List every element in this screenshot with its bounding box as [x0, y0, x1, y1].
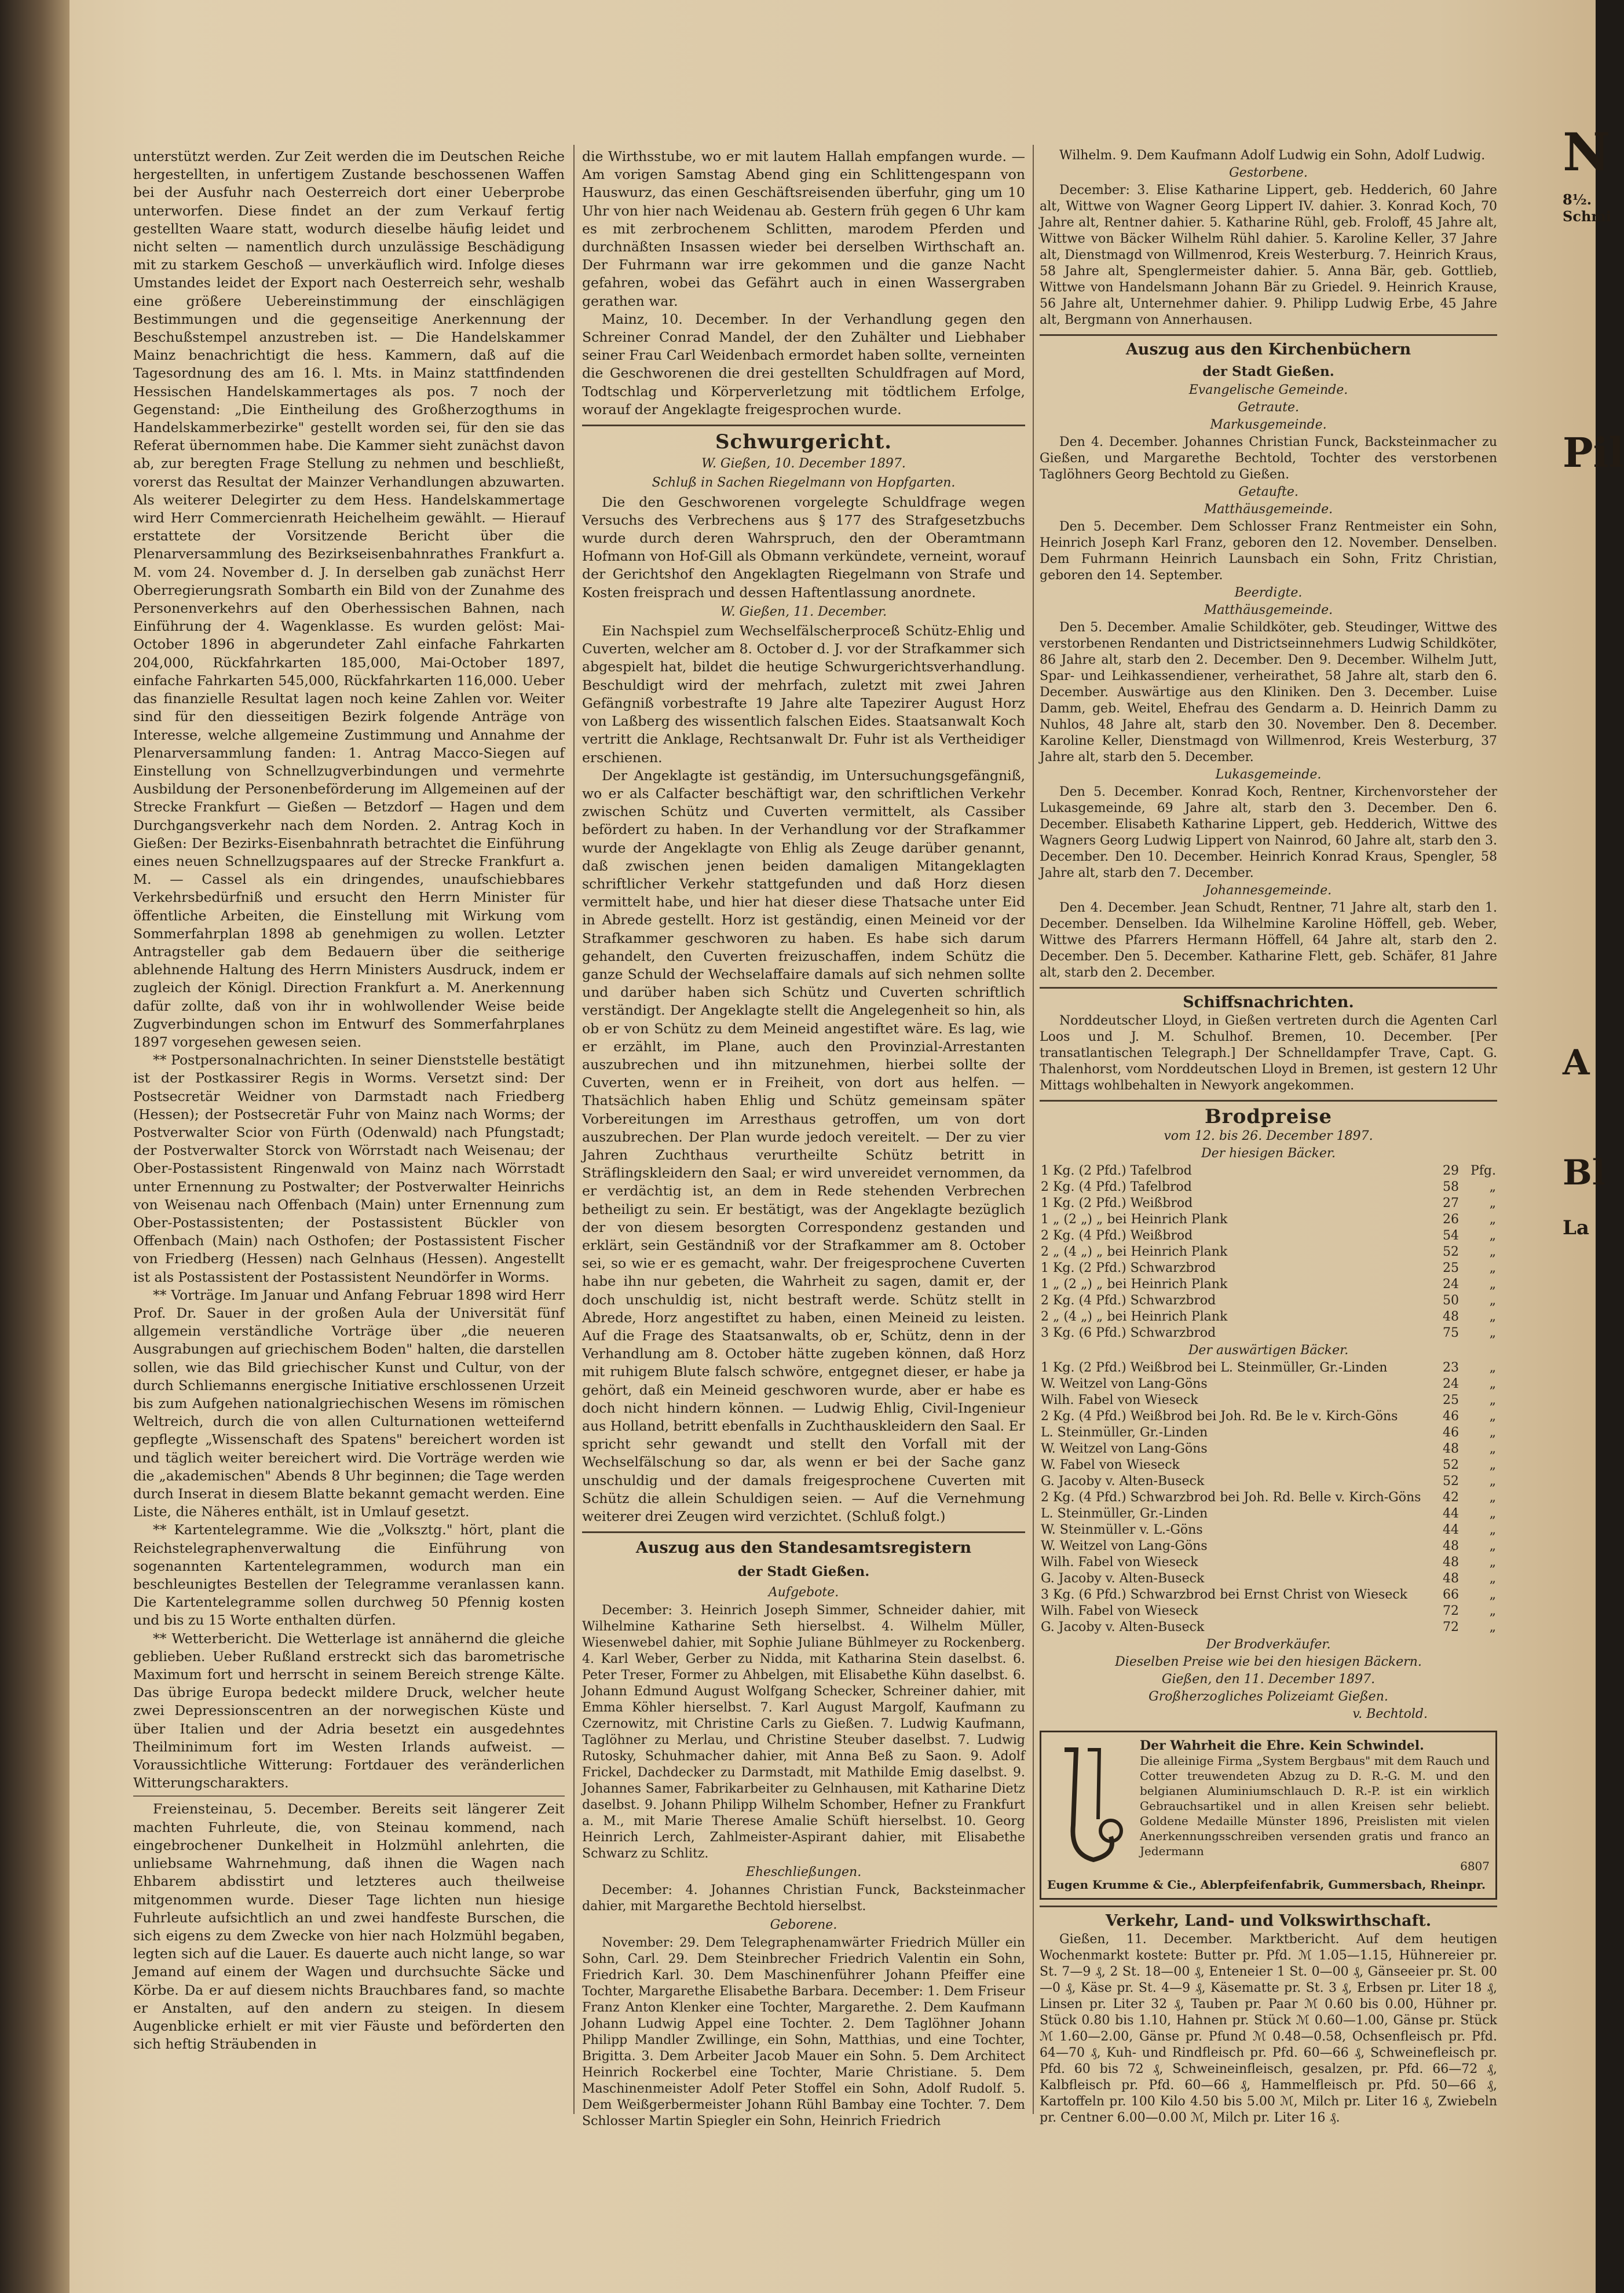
- price-item: 1 Kg. (2 Pfd.) Weißbrod: [1041, 1196, 1193, 1211]
- edge-fragment: La: [1563, 1216, 1589, 1239]
- price-value: 25: [1443, 1261, 1459, 1275]
- article-paragraph: ** Wetterbericht. Die Wetterlage ist annähernd die gleiche geblieben. Ueber Rußland erstreckt sich das barometrische Maximum fort und herrscht in seinem Bereich strenge Kälte. Das übrige Europa bedeckt mildere Druck, welcher heute zwei Depressionscentren an der norwegischen Küste und über Italien und der Adria besetzt ein ausgedehntes Theilminimum fort im Westen Irlands aufweist. — Voraussichtliche Witterung: Fortdauer des veränderlichen Witterungscharakters.: [133, 1630, 565, 1791]
- advertisement: [1040, 1731, 1497, 1900]
- subtitle: Schluß in Sachen Riegelmann von Hopfgarten.: [652, 476, 956, 491]
- article-paragraph: Den 5. December. Konrad Koch, Rentner, Kirchenvorsteher der Lukasgemeinde, 69 Jahre alt, starb den 3. December. Den 6. December. Elisabeth Katharine Lippert, geb. Hedderich, Wittwe des Wagners Georg Ludwig Lippert von Nainrod, 60 Jahre alt, starb den 3. December. Den 10. December. Heinrich Konrad Kraus, Spengler, 58 Jahre alt, starb den 7. December.: [1040, 785, 1497, 880]
- price-value: 48: [1443, 1555, 1459, 1570]
- price-item: 3 Kg. (6 Pfd.) Schwarzbrod bei Ernst Christ von Wieseck: [1041, 1588, 1407, 1602]
- article-paragraph: ** Postpersonalnachrichten. In seiner Dienststelle bestätigt ist der Postkassirer Regis in Worms. Versetzt sind: Der Postsecretär Weidner von Darmstadt nach Friedberg (Hessen); der Postsecretär Fuhr von Mainz nach Worms; der Postverwalter Scior von Fürth (Odenwald) nach Pfungstadt; der Postverwalter Storck von Wörrstadt nach Weisenau; der Ober-Postassistent Ringenwald von Mainz nach Wörrstadt unter Ernennung zu Postwalter; der Postverwalter Heinrichs von Weisenau nach Offenbach (Main) unter Ernennung zum Ober-Postassistenten; der Postassistent Bückler von Offenbach (Main) nach Osthofen; der Postassistent Fischer von Friedberg (Hessen) nach Gelnhaus (Hessen). Angestellt ist als Postassistent der Postassistent Neundörfer in Worms.: [133, 1052, 565, 1285]
- price-unit: „: [1489, 1196, 1496, 1211]
- section-title: Auszug aus den Kirchenbüchern: [1125, 341, 1411, 359]
- ad-headline: Der Wahrheit die Ehre. Kein Schwindel.: [1140, 1738, 1424, 1753]
- price-item: W. Fabel von Wieseck: [1041, 1458, 1180, 1472]
- price-value: 24: [1443, 1377, 1459, 1391]
- price-row: [1040, 1244, 1497, 1260]
- price-item: 2 Kg. (4 Pfd.) Weißbrod: [1041, 1228, 1193, 1243]
- article-paragraph: Die den Geschworenen vorgelegte Schuldfrage wegen Versuchs des Verbrechens aus § 177 des Strafgesetzbuchs wurde durch deren Wahrspruch, den der Oberamtmann Hofmann von Hof-Gill als Obmann verkündete, verneint, worauf der Gerichtshof den Angeklagten Riegelmann von Strafe und Kosten freisprach und dessen Haftentlassung anordnete.: [582, 493, 1025, 601]
- price-unit: „: [1489, 1326, 1496, 1340]
- price-value: 52: [1443, 1458, 1459, 1472]
- article-paragraph: ** Kartentelegramme. Wie die „Volksztg." hört, plant die Reichstelegraphenverwaltung die Einführung von sogenannten Kartentelegrammen, wodurch man ein beschleunigtes Bestellen der Telegramme veranlassen kann. Die Kartentelegramme sollen durchweg 50 Pfennig kosten und bis zu 15 Worte enthalten dürfen.: [133, 1522, 565, 1629]
- price-item: 2 Kg. (4 Pfd.) Schwarzbrod bei Joh. Rd. Belle v. Kirch-Göns: [1041, 1490, 1421, 1505]
- price-value: 66: [1443, 1588, 1459, 1602]
- subheading: Matthäusgemeinde.: [1204, 502, 1333, 517]
- price-row: [1040, 1293, 1497, 1309]
- divider: [1040, 1100, 1497, 1102]
- subheading: Markusgemeinde.: [1210, 418, 1327, 432]
- article-paragraph: Mainz, 10. December. In der Verhandlung gegen den Schreiner Conrad Mandel, der den Zuhälter und Liebhaber seiner Frau Carl Weidenbach ermordet haben sollte, verneinten die Geschworenen die drei gestellten Schuldfragen auf Mord, Todtschlag und Körperverletzung mit tödtlichem Erfolge, worauf der Angeklagte freigesprochen wurde.: [582, 310, 1025, 418]
- price-unit: „: [1489, 1409, 1496, 1424]
- price-item: 1 Kg. (2 Pfd.) Weißbrod bei L. Steinmüller, Gr.-Linden: [1041, 1361, 1388, 1375]
- price-unit: „: [1489, 1458, 1496, 1472]
- divider: [1040, 1906, 1497, 1907]
- edge-fragment: 8½. Schmi: [1563, 191, 1611, 225]
- signature: v. Bechtold.: [1352, 1707, 1428, 1721]
- price-row: [1040, 1212, 1497, 1228]
- article-paragraph: December: 3. Elise Katharine Lippert, geb. Hedderich, 60 Jahre alt, Wittwe von Wagner Georg Lippert IV. dahier. 3. Konrad Koch, 70 Jahre alt, Rentner dahier. 5. Katharine Rühl, geb. Froloff, 45 Jahre alt, Wittwe von Bäcker Wilhelm Rühl dahier. 5. Karoline Keller, 37 Jahre alt, Dienstmagd von Willmenrod, Kreis Westerburg. 7. Heinrich Kraus, 58 Jahre alt, Spenglermeister dahier. 5. Anna Bär, geb. Gottlieb, Wittwe von Handelsmann Johann Bär zu Griedel. 9. Heinrich Krause, 56 Jahre alt, Unternehmer dahier. 9. Philipp Ludwig Erbe, 45 Jahre alt, Bergmann von Annerhausen.: [1040, 183, 1497, 327]
- price-row: [1040, 1538, 1497, 1555]
- office: Großherzogliches Polizeiamt Gießen.: [1148, 1689, 1388, 1704]
- price-unit: „: [1489, 1277, 1496, 1292]
- price-row: [1040, 1603, 1497, 1619]
- price-item: L. Steinmüller, Gr.-Linden: [1041, 1425, 1208, 1440]
- price-item: 2 Kg. (4 Pfd.) Schwarzbrod: [1041, 1293, 1216, 1308]
- price-item: W. Weitzel von Lang-Göns: [1041, 1377, 1208, 1391]
- price-value: 24: [1443, 1277, 1459, 1292]
- section-subtitle: vom 12. bis 26. December 1897.: [1164, 1129, 1373, 1143]
- price-value: 27: [1443, 1196, 1459, 1211]
- article-paragraph: December: 3. Heinrich Joseph Simmer, Schneider dahier, mit Wilhelmine Katharine Seth hierselbst. 4. Wilhelm Müller, Wiesenwebel dahier, mit Sophie Juliane Bühlmeyer zu Rockenberg. 4. Karl Weber, Gerber zu Nidda, mit Katharina Stein daselbst. 6. Peter Treser, Former zu Ahbelgen, mit Elisabethe Kühn daselbst. 6. Johann Edmund August Wolfgang Schecker, Schreiner dahier, mit Emma Köhler hierselbst. 7. Karl August Margolf, Kaufmann zu Czernowitz, mit Christine Carls zu Gießen. 7. Ludwig Kaufmann, Taglöhner zu Merlau, und Christine Steuber daselbst. 7. Ludwig Rutosky, Schuhmacher dahier, mit Anna Beß zu Saon. 9. Adolf Frickel, Dachdecker zu Darmstadt, mit Mathilde Emig daselbst. 9. Johannes Samer, Fabrikarbeiter zu Gelnhausen, mit Katharine Dietz daselbst. 9. Johann Philipp Wilhelm Schomber, Hefner zu Frankfurt a. M., mit Marie Therese Amalie Schüft hierselbst. 10. Georg Heinrich Lerch, Zahlmeister-Aspirant dahier, mit Elisabethe Schwarz zu Schlitz.: [582, 1603, 1025, 1861]
- divider: [1040, 334, 1497, 336]
- price-row: [1040, 1309, 1497, 1325]
- price-row: [1040, 1228, 1497, 1244]
- price-unit: „: [1489, 1474, 1496, 1489]
- article-paragraph: Freiensteinau, 5. December. Bereits seit längerer Zeit machten Fuhrleute, die, von Steinau kommend, nach eingebrochener Dunkelheit in Holzmühl anlehrten, die unliebsame Wahrnehmung, daß ihnen die Wagen nach Ehbarem abdisstirt und letzteres auch theilweise mitgenommen wurde. Dieser Tage lichten nun hiesige Fuhrleute aufsichtlich an und zwei handfeste Burschen, die sich eigens zu dem Zwecke von hier nach Holzmühl begaben, legten sich auf die Lauer. Es dauerte auch nicht lange, so war Jemand auf einem der Wagen und durchsuchte Säcke und Körbe. Da er auf diesem nichts Brauchbares fand, so machte er Anstalten, auf den andern zu steigen. In diesem Augenblicke erhielt er mit vier Fäuste und beförderten den sich heftig Sträubenden in: [133, 1801, 565, 2053]
- price-item: 1 „ (2 „) „ bei Heinrich Plank: [1041, 1212, 1228, 1227]
- article-paragraph: November: 29. Dem Telegraphenamwärter Friedrich Müller ein Sohn, Carl. 29. Dem Steinbrecher Friedrich Valentin ein Sohn, Friedrich Karl. 30. Dem Maschinenführer Johann Pfeiffer eine Tochter, Margarethe Elisabethe Barbara. December: 1. Dem Friseur Franz Anton Klenker eine Tochter, Margarethe. 2. Dem Kaufmann Johann Ludwig Appel eine Tochter. 2. Dem Taglöhner Johann Philipp Mandler Zwillinge, ein Sohn, Matthias, und eine Tochter, Brigitta. 3. Dem Arbeiter Jacob Mauer ein Sohn. 5. Dem Architect Heinrich Rockerbel eine Tochter, Marie Christiane. 5. Dem Maschinenmeister Adolf Peter Stoffel ein Sohn, Adolf Rudolf. 5. Dem Weißgerbermeister Johann Rühl Bambay eine Tochter. 7. Dem Schlosser Martin Spiegler ein Sohn, Heinrich Friedrich: [582, 1936, 1025, 2129]
- price-value: 72: [1443, 1604, 1459, 1618]
- price-value: 75: [1443, 1326, 1459, 1340]
- price-unit: „: [1489, 1228, 1496, 1243]
- article-paragraph: Gießen, 11. December. Marktbericht. Auf dem heutigen Wochenmarkt kostete: Butter pr. Pfd. ℳ 1.05—1.15, Hühnereier pr. St. 7—9 ₰, 2 St. 18—00 ₰, Enteneier 1 St. 0—00 ₰, Gänseeier pr. St. 00—0 ₰, Käse pr. St. 4—9 ₰, Käsematte pr. St. 3 ₰, Erbsen pr. Liter 18 ₰, Linsen pr. Liter 32 ₰, Tauben pr. Paar ℳ 0.60 bis 0.00, Hühner pr. Stück 0.80 bis 1.10, Hahnen pr. Stück ℳ 0.60—1.00, Gänse pr. Stück ℳ 1.60—2.00, Gänse pr. Pfund ℳ 0.48—0.58, Ochsenfleisch pr. Pfd. 64—70 ₰, Kuh- und Rindfleisch pr. Pfd. 60—66 ₰, Schweinefleisch pr. Pfd. 60 bis 72 ₰, Schweineinfleisch, gesalzen, pr. Pfd. 66—72 ₰, Kalbfleisch pr. Pfd. 60—66 ₰, Hammelfleisch pr. Pfd. 50—66 ₰, Kartoffeln pr. 100 Kilo 4.50 bis 5.00 ℳ, Milch pr. Liter 16 ₰, Zwiebeln pr. Centner 6.00—0.00 ℳ, Milch pr. Liter 16 ₰.: [1040, 1932, 1497, 2125]
- section-title: Auszug aus den Standesamtsregistern: [635, 1539, 972, 1557]
- subheading: Lukasgemeinde.: [1215, 767, 1322, 782]
- price-value: 44: [1443, 1523, 1459, 1537]
- subheading: Beerdigte.: [1234, 586, 1303, 600]
- price-unit: „: [1489, 1555, 1496, 1570]
- price-value: 72: [1443, 1620, 1459, 1634]
- price-item: 2 „ (4 „) „ bei Heinrich Plank: [1041, 1245, 1228, 1259]
- price-item: 3 Kg. (6 Pfd.) Schwarzbrod: [1041, 1326, 1216, 1340]
- price-value: 23: [1443, 1361, 1459, 1375]
- price-value: 48: [1443, 1310, 1459, 1324]
- note: Dieselben Preise wie bei den hiesigen Bäckern.: [1115, 1655, 1422, 1669]
- place-date: Gießen, den 11. December 1897.: [1161, 1672, 1376, 1687]
- price-item: 2 Kg. (4 Pfd.) Weißbrod bei Joh. Rd. Be le v. Kirch-Göns: [1041, 1409, 1398, 1424]
- pipe-illustration: [1047, 1738, 1134, 1877]
- article-paragraph: December: 4. Johannes Christian Funck, Backsteinmacher dahier, mit Margarethe Bechtold hierselbst.: [582, 1883, 1025, 1914]
- price-table-outside: [1040, 1360, 1497, 1636]
- article-paragraph: Den 4. December. Jean Schudt, Rentner, 71 Jahre alt, starb den 1. December. Denselben. Ida Wilhelmine Karoline Höffell, geb. Weber, Wittwe des Pfarrers Hermann Höffell, 64 Jahre alt, starb den 2. December. Den 5. December. Katharine Flett, geb. Schäfer, 81 Jahre alt, starb den 2. December.: [1040, 901, 1497, 980]
- price-row: [1040, 1425, 1497, 1441]
- subheading: Getaufte.: [1238, 485, 1299, 499]
- article-paragraph: Den 5. December. Amalie Schildköter, geb. Steudinger, Wittwe des verstorbenen Rendanten und Districtseinnehmers Ludwig Schildköter, 86 Jahre alt, starb den 2. December. Den 9. December. Wilhelm Jutt, Spar- und Leihkassendiener, verheirathet, 58 Jahre alt, starb den 6. December. Auswärtige aus den Kliniken. Den 3. December. Luise Damm, geb. Weitel, Ehefrau des Gendarm a. D. Heinrich Damm zu Nuhlos, 48 Jahre alt, starb den 30. November. Den 8. December. Karoline Keller, Dienstmagd von Willmenrod, Kreis Westerburg, 37 Jahre alt, starb den 5. December.: [1040, 620, 1497, 765]
- price-unit: „: [1489, 1310, 1496, 1324]
- price-row: [1040, 1325, 1497, 1341]
- price-item: G. Jacoby v. Alten-Buseck: [1041, 1620, 1205, 1634]
- price-row: [1040, 1441, 1497, 1457]
- price-row: [1040, 1555, 1497, 1571]
- price-unit: „: [1489, 1442, 1496, 1456]
- price-unit: „: [1489, 1180, 1496, 1194]
- price-item: G. Jacoby v. Alten-Buseck: [1041, 1571, 1205, 1586]
- price-value: 44: [1443, 1506, 1459, 1521]
- price-item: 2 „ (4 „) „ bei Heinrich Plank: [1041, 1310, 1228, 1324]
- price-item: L. Steinmüller, Gr.-Linden: [1041, 1506, 1208, 1521]
- column-rule: [1033, 145, 1034, 2114]
- price-row: [1040, 1506, 1497, 1522]
- section-title: Brodpreise: [1204, 1105, 1333, 1128]
- article-paragraph: unterstützt werden. Zur Zeit werden die im Deutschen Reiche hergestellten, in unfertigem Zustande beschossenen Waffen bei der Ausfuhr nach Oesterreich dort einer Ueberprobe unterworfen. Diese findet an der zum Verkauf fertig gestellten Waare statt, wodurch dieselbe häufig leidet und nicht selten — namentlich durch unzulässige Beschädigung mit zu starkem Geschoß — unverkäuflich wird. Infolge dieses Umstandes leidet der Export nach Oesterreich sehr, weshalb eine größere Uebereinstimmung der einschlägigen Bestimmungen und die gegenseitige Anerkennung der Beschußstempel anzustreben ist. — Die Handelskammer Mainz benachrichtigt die hess. Kammern, daß auf die Tagesordnung des am 16. l. Mts. in Mainz stattfindenden Hessischen Handelskammertages als pos. 7 noch der Gegenstand: „Die Eintheilung des Großherzogthums in Handelskammerbezirke" gestellt worden sei, für den sie das Referat übernommen habe. Die Kammer sieht zunächst davon ab, zur beregten Frage Stellung zu nehmen und beschließt, vorerst das Resultat der Mainzer Verhandlungen abzuwarten. Als weiterer Delegirter zu dem Hess. Handelskammertage wird Herr Commercienrath Heichelheim gewählt. — Hierauf erstattete der Vorsitzende Bericht über die Plenarversammlung des Bezirkseisenbahnrathes Frankfurt a. M. vom 24. November d. J. In derselben gab zunächst Herr Oberregierungsrath Sombarth ein Bild von der Zunahme des Personenverkehrs auf den Oberhessischen Bahnen, nach Einführung der 4. Wagenklasse. Es wurden gelöst: Mai-October 1896 in abgerundeter Zahl einfache Fahrkarten 204,000, Rückfahrkarten 185,000, Mai-October 1897, einfache Fahrkarten 545,000, Rückfahrkarten 116,000. Ueber das finanzielle Resultat lagen noch keine Zahlen vor. Weiter sind für den diesseitigen Bezirk folgende Anträge von Interesse, welche allgemeine Zustimmung und Annahme der Plenarversammlung fanden: 1. Antrag Macco-Siegen auf Einstellung von Schnellzugverbindungen und vermehrte Ausbildung der Personenbeförderung im Allgemeinen auf der Strecke Frankfurt — Gießen — Betzdorf — Hagen und dem Durchgangsverkehr nach dem Norden. 2. Antrag Koch in Gießen: Der Bezirks-Eisenbahnrath betrachtet die Einführung eines neuen Schnellzugspaares auf der Strecke Frankfurt a. M. — Cassel als ein dringendes, unaufschiebbares Verkehrsbedürfniß und ersucht den Herrn Minister für öffentliche Arbeiten, die Einstellung mit Wirkung vom Sommerfahrplan 1898 ab genehmigen zu wollen. Letzter Antragsteller gab dem Bedauern über die seitherige ablehnende Haltung des Herrn Ministers Ausdruck, indem er zugleich der Königl. Direction Frankfurt a. M. Anerkennung dafür zollte, daß von ihr in wohlwollender Weise beide Zugverbindungen schon im Entwurf des Sommerfahrplanes 1897 vorgesehen gewesen seien.: [133, 148, 565, 1050]
- price-unit: „: [1489, 1604, 1496, 1618]
- edge-fragment: A: [1563, 1043, 1590, 1083]
- subheading: Der Brodverkäufer.: [1206, 1637, 1331, 1652]
- price-value: 50: [1443, 1293, 1459, 1308]
- edge-fragment: N: [1563, 122, 1611, 183]
- price-row: [1040, 1360, 1497, 1376]
- price-item: W. Weitzel von Lang-Göns: [1041, 1442, 1208, 1456]
- price-unit: „: [1489, 1261, 1496, 1275]
- price-unit: Pfg.: [1470, 1164, 1496, 1178]
- subheading: Geborene.: [770, 1918, 837, 1933]
- price-row: [1040, 1571, 1497, 1587]
- price-row: [1040, 1522, 1497, 1538]
- article-paragraph: ** Vorträge. Im Januar und Anfang Februar 1898 wird Herr Prof. Dr. Sauer in der großen Aula der Universität fünf allgemein verständliche Vorträge über „die neueren Ausgrabungen auf griechischem Boden" halten, die darstellen sollen, wie das Bild griechischer Kunst und Cultur, von der durch Schliemanns energische Initiative erschlossenen Urzeit bis zum Aufgehen nationalgriechischen Wesens im römischen Weltreich, durch die von allen Culturnationen wetteifernd gepflegte „Wissenschaft des Spatens" bereichert worden ist und täglich weiter bereichert wird. Die Vorträge werden wie die „akademischen" Abends 8 Uhr beginnen; die Tage werden durch Inserat in diesem Blatte bekannt gemacht werden. Eine Liste, die Näheres enthält, ist in Umlauf gesetzt.: [133, 1286, 565, 1520]
- edge-fragment: Bl: [1563, 1153, 1605, 1193]
- ad-text: Die alleinige Firma „System Bergbaus" mit dem Rauch und Cotter treuwendeten Abzug zu D. R.-G. M. und den belgianen Aluminiumschlauch D. R.-P. ist ein wirklich Gebrauchsartikel und in allen Kreisen sehr beliebt. Goldene Medaille Münster 1896, Preislisten mit vielen Anerkennungsschreiben versenden gratis und franco an Jedermann: [1140, 1754, 1490, 1858]
- price-unit: „: [1489, 1620, 1496, 1634]
- price-item: G. Jacoby v. Alten-Buseck: [1041, 1474, 1205, 1489]
- column-2: [582, 148, 1025, 2130]
- price-unit: „: [1489, 1377, 1496, 1391]
- price-unit: „: [1489, 1245, 1496, 1259]
- price-row: [1040, 1260, 1497, 1277]
- section-subtitle: der Stadt Gießen.: [1202, 364, 1334, 379]
- price-item: 1 „ (2 „) „ bei Heinrich Plank: [1041, 1277, 1228, 1292]
- price-value: 48: [1443, 1571, 1459, 1586]
- price-unit: „: [1489, 1571, 1496, 1586]
- subheading: Eheschließungen.: [745, 1864, 862, 1879]
- ad-firm: Eugen Krumme & Cie., Ablerpfeifenfabrik, Gummersbach, Rheinpr.: [1047, 1878, 1486, 1892]
- price-value: 54: [1443, 1228, 1459, 1243]
- price-unit: „: [1489, 1490, 1496, 1505]
- price-value: 52: [1443, 1245, 1459, 1259]
- price-value: 58: [1443, 1180, 1459, 1194]
- price-item: 1 Kg. (2 Pfd.) Tafelbrod: [1041, 1164, 1192, 1178]
- price-row: [1040, 1457, 1497, 1473]
- binding-shadow: [0, 0, 70, 2293]
- dateline: W. Gießen, 10. December 1897.: [701, 456, 906, 471]
- article-paragraph: Der Angeklagte ist geständig, im Untersuchungsgefängniß, wo er als Calfacter beschäftigt war, den schriftlichen Verkehr zwischen Schütz und Cuverten vermittelt, als Cassiber befördert zu haben. In der Verhandlung vor der Strafkammer wurde der Angeklagte von Ehlig als Zeuge darüber genannt, daß zwischen jenen beiden damaligen Mitangeklagten schriftlicher Verkehr stattgefunden und daß Horz diesen vermittelt habe, und hier hat dieser diese Thatsache unter Eid in Abrede gestellt. Horz ist geständig, einen Meineid vor der Strafkammer geschworen zu haben. Es habe sich darum gehandelt, den Cuverten freizuschaffen, indem Schütz die ganze Schuld der Wechselaffaire damals auf sich nehmen sollte und darüber haben sich Schütz und Cuverten schriftlich verständigt. Der Angeklagte stellt die Angelegenheit so hin, als ob er von Schütz zu dem Meineid angestiftet wäre. Es lag, wie er erzählt, im Plane, auch den Provinzial-Arrestanten auszubrechen und ihn mitzunehmen, hierbei sollte der Cuverten, wenn er in Freiheit, von dort aus helfen. — Thatsächlich haben Ehlig und Schütz gemeinsam später Vorbereitungen im Arresthaus getroffen, um von dort auszubrechen. Der Plan wurde jedoch vereitelt. — Der zu vier Jahren Zuchthaus verurtheilte Schütz betritt in Sträflingskleidern den Saal; er wird unvereidet vernommen, da er verdächtig ist, an dem in Rede stehenden Verbrechen betheiligt zu sein. Er bestätigt, was der Angeklagte bezüglich der von diesem besorgten Correspondenz gestanden und erklärt, sein Geständniß vor der Strafkammer am 8. October sei, so wie er es gemacht, wahr. Der freigesprochene Cuverten habe ihn nur gebeten, die Wahrheit zu sagen, damit er, der doch unschuldig ist, nicht bestraft werde. Schütz stellt in Abrede, Horz angestiftet zu haben, einen Meineid zu leisten. Auf die Frage des Staatsanwalts, ob er, Schütz, denn in der Verhandlung am 8. October hätte zugeben können, daß Horz mit ruhigem Blute falsch schwöre, entgegnet dieser, er habe ja gehört, daß ein Meineid geschworen wurde, aber er habe es doch nicht hindern können. — Ludwig Ehlig, Civil-Ingenieur aus Holland, betritt ebenfalls in Zuchthauskleidern den Saal. Er spricht sehr gewandt und stellt den Vorfall mit der Wechselfälschung so dar, als wenn er bei der Sache ganz unschuldig und der damals freigesprochene Cuverten mit Schütz die allein Schuldigen seien. — Auf die Vernehmung weiterer drei Zeugen wird verzichtet. (Schluß folgt.): [582, 767, 1025, 1525]
- price-item: 1 Kg. (2 Pfd.) Schwarzbrod: [1041, 1261, 1216, 1275]
- price-unit: „: [1489, 1361, 1496, 1375]
- subheading: Aufgebote.: [768, 1585, 839, 1600]
- article-paragraph: Den 5. December. Dem Schlosser Franz Rentmeister ein Sohn, Heinrich Joseph Karl Franz, geboren den 12. November. Denselben. Dem Fuhrmann Heinrich Launsbach ein Sohn, Fritz Christian, geboren den 14. September.: [1040, 520, 1497, 583]
- column-3: [1040, 148, 1497, 2126]
- price-value: 25: [1443, 1393, 1459, 1407]
- article-paragraph: die Wirthsstube, wo er mit lautem Hallah empfangen wurde. — Am vorigen Samstag Abend ging ein Schlittengespann von Hauswurz, das einen Geschäftsreisenden überfuhr, ging um 10 Uhr von hier nach Weidenau ab. Gestern früh gegen 6 Uhr kam es mit zerbrochenem Schlitten, marodem Pferden und durchnäßten Insassen wieder bei derselben Wirthschaft an. Der Fuhrmann war irre gekommen und die ganze Nacht gefahren, wobei das Gefährt auch in einen Wassergraben gerathen war.: [582, 148, 1025, 309]
- ad-number: 6807: [1460, 1859, 1490, 1873]
- divider: [133, 1795, 565, 1797]
- section-title: Schwurgericht.: [715, 430, 893, 454]
- price-row: [1040, 1409, 1497, 1425]
- subheading: Getraute.: [1237, 400, 1300, 415]
- price-row: [1040, 1163, 1497, 1179]
- price-row: [1040, 1195, 1497, 1212]
- price-value: 48: [1443, 1539, 1459, 1553]
- column-1: [133, 148, 565, 2053]
- article-paragraph: Ein Nachspiel zum Wechselfälscherproceß Schütz-Ehlig und Cuverten, welcher am 8. October d. J. vor der Strafkammer sich abgespielt hat, bildet die heutige Schwurgerichtsverhandlung. Beschuldigt wird der mehrfach, zuletzt mit zwei Jahren Gefängniß vorbestrafte 19 Jahre alte Tapezirer August Horz von Laßberg des wissentlich falschen Eides. Staatsanwalt Koch vertritt die Anklage, Rechtsanwalt Dr. Fuhr ist als Vertheidiger erschienen.: [582, 623, 1025, 766]
- price-unit: „: [1489, 1293, 1496, 1308]
- price-row: [1040, 1619, 1497, 1636]
- price-item: 2 Kg. (4 Pfd.) Tafelbrod: [1041, 1180, 1192, 1194]
- price-item: W. Steinmüller v. L.-Göns: [1041, 1523, 1203, 1537]
- subheading: Evangelische Gemeinde.: [1188, 383, 1348, 397]
- article-paragraph: Wilhelm. 9. Dem Kaufmann Adolf Ludwig ein Sohn, Adolf Ludwig.: [1059, 148, 1486, 163]
- price-row: [1040, 1277, 1497, 1293]
- subheading: Matthäusgemeinde.: [1204, 603, 1333, 617]
- column-rule: [573, 145, 575, 2114]
- price-item: Wilh. Fabel von Wieseck: [1041, 1555, 1198, 1570]
- price-row: [1040, 1179, 1497, 1195]
- divider: [582, 1531, 1025, 1533]
- price-value: 46: [1443, 1425, 1459, 1440]
- price-unit: „: [1489, 1506, 1496, 1521]
- price-value: 52: [1443, 1474, 1459, 1489]
- section-subtitle: der Stadt Gießen.: [737, 1564, 870, 1580]
- edge-fragment: Pil: [1563, 429, 1624, 477]
- price-unit: „: [1489, 1539, 1496, 1553]
- subheading: Gestorbene.: [1229, 166, 1308, 180]
- price-item: Wilh. Fabel von Wieseck: [1041, 1393, 1198, 1407]
- section-title: Verkehr, Land- und Volkswirthschaft.: [1105, 1912, 1432, 1930]
- subheading: Johannesgemeinde.: [1205, 883, 1332, 898]
- divider: [582, 425, 1025, 426]
- subheading: Der hiesigen Bäcker.: [1201, 1146, 1336, 1161]
- price-row: [1040, 1490, 1497, 1506]
- article-paragraph: Norddeutscher Lloyd, in Gießen vertreten durch die Agenten Carl Loos und J. M. Schulhof. Bremen, 10. December. [Per transatlantischen Telegraph.] Der Schnelldampfer Trave, Capt. G. Thalenhorst, vom Norddeutschen Lloyd in Bremen, ist gestern 12 Uhr Mittags wohlbehalten in Newyork angekommen.: [1040, 1014, 1497, 1093]
- price-value: 48: [1443, 1442, 1459, 1456]
- price-value: 42: [1443, 1490, 1459, 1505]
- price-row: [1040, 1376, 1497, 1392]
- price-value: 46: [1443, 1409, 1459, 1424]
- price-row: [1040, 1473, 1497, 1490]
- dateline: W. Gießen, 11. December.: [720, 604, 887, 619]
- price-unit: „: [1489, 1425, 1496, 1440]
- price-row: [1040, 1392, 1497, 1409]
- price-unit: „: [1489, 1212, 1496, 1227]
- price-table-local: [1040, 1163, 1497, 1341]
- price-unit: „: [1489, 1523, 1496, 1537]
- article-paragraph: Den 4. December. Johannes Christian Funck, Backsteinmacher zu Gießen, und Margarethe Bechtold, Tochter des verstorbenen Taglöhners Georg Bechtold zu Gießen.: [1040, 435, 1497, 482]
- price-unit: „: [1489, 1393, 1496, 1407]
- section-title: Schiffsnachrichten.: [1183, 993, 1354, 1011]
- divider: [1040, 987, 1497, 989]
- price-item: W. Weitzel von Lang-Göns: [1041, 1539, 1208, 1553]
- subheading: Der auswärtigen Bäcker.: [1188, 1343, 1349, 1358]
- price-unit: „: [1489, 1588, 1496, 1602]
- price-row: [1040, 1587, 1497, 1603]
- price-value: 26: [1443, 1212, 1459, 1227]
- price-item: Wilh. Fabel von Wieseck: [1041, 1604, 1198, 1618]
- price-value: 29: [1443, 1164, 1459, 1178]
